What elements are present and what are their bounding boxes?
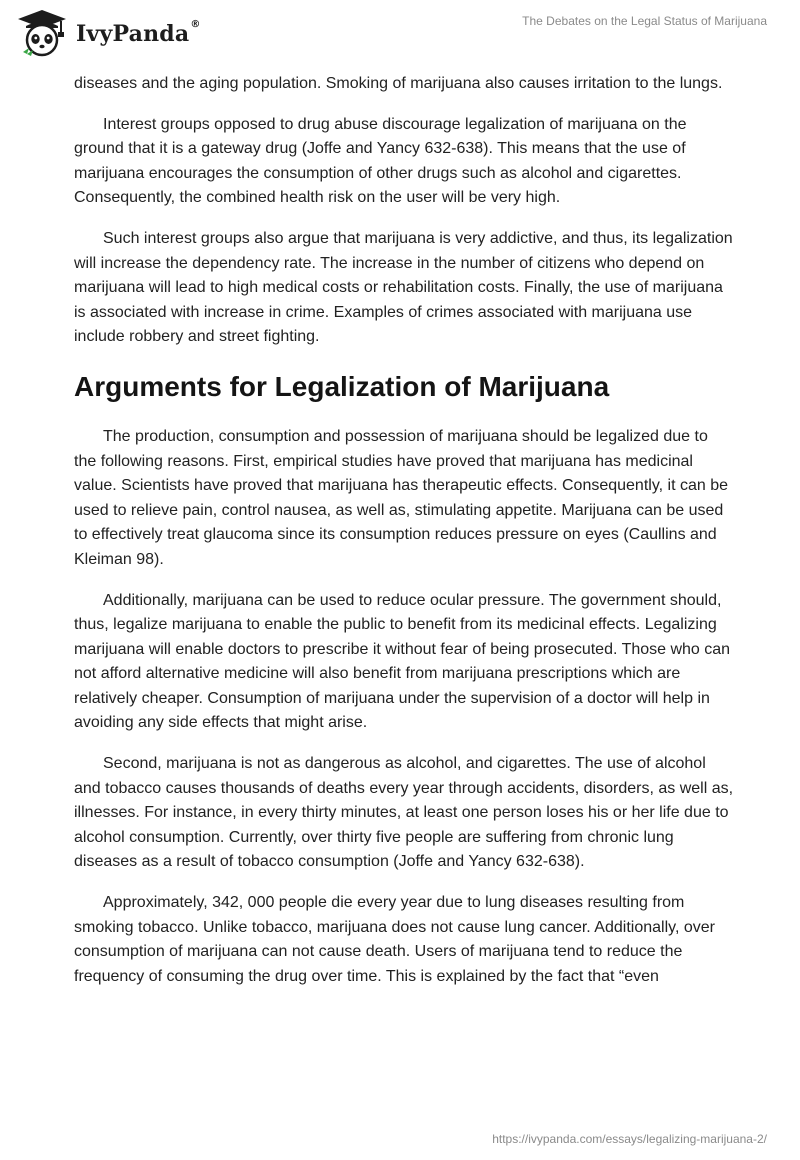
paragraph: Interest groups opposed to drug abuse discourage legalization of marijuana on the ground that it is a gateway drug (Joffe and Yancy 632-638). This means that the use of marijuana encourages the consumption of other drugs such as alcohol and cigarettes. Consequently, the combined health risk on the user will be very high. [74,115,687,207]
paragraph: Second, marijuana is not as dangerous as alcohol, and cigarettes. The use of alcohol and tobacco causes thousands of deaths every year through accidents, disorders, as well as, illnesses. For instance, in every thirty minutes, at least one person loses his or her life due to alcohol consumption. Currently, over thirty five people are suffering from chronic lung diseases as a result of tobacco consumption (Joffe and Yancy 632-638). [74,755,734,871]
paragraph: Such interest groups also argue that marijuana is very addictive, and thus, its legalization will increase the dependency rate. The increase in the number of citizens who depend on marijuana will lead to high medical costs or rehabilitation costs. Finally, the use of marijuana is associated with increase in crime. Examples of crimes associated with marijuana use include robbery and street fighting. [74,229,733,346]
paragraph: The production, consumption and possession of marijuana should be legalized due to the following reasons. First, empirical studies have proved that marijuana has medicinal value. Scientists have proved that marijuana has therapeutic effects. Consequently, it can be used to relieve pain, control nausea, as well as, stimulating appetite. Marijuana can be used to effectively treat glaucoma since its consumption reduces pressure on eyes (Caullins and Kleiman 98). [74,427,729,568]
page-header [0,0,800,62]
paragraph: Additionally, marijuana can be used to reduce ocular pressure. The government should, thus, legalize marijuana to enable the public to benefit from its medicinal effects. Legalizing marijuana will enable doctors to prescribe it without fear of being prosecuted. Those who can not afford alternative medicine will also benefit from marijuana prescriptions which are relatively cheaper. Consumption of marijuana under the supervision of a doctor will help in avoiding any side effects that might arise. [74,591,731,732]
logo-text: IvyPanda® [76,19,201,47]
document-title: The Debates on the Legal Status of Marijuana [522,14,767,28]
paragraph: Approximately, 342, 000 people die every year due to lung diseases resulting from smoking tobacco. Unlike tobacco, marijuana does not cause lung cancer. Additionally, over consumption of marijuana can not cause death. Users of marijuana tend to reduce the frequency of consuming the drug over time. This is explained by the fact that “even [74,894,715,985]
logo[interactable] [14,8,201,58]
panda-logo-icon [14,8,70,58]
paragraph: diseases and the aging population. Smoking of marijuana also causes irritation to the lungs. [74,75,723,92]
source-url-link[interactable]: https://ivypanda.com/essays/legalizing-marijuana-2/ [492,1132,767,1146]
section-heading: Arguments for Legalization of Marijuana [74,370,610,402]
essay-content [74,72,734,1005]
